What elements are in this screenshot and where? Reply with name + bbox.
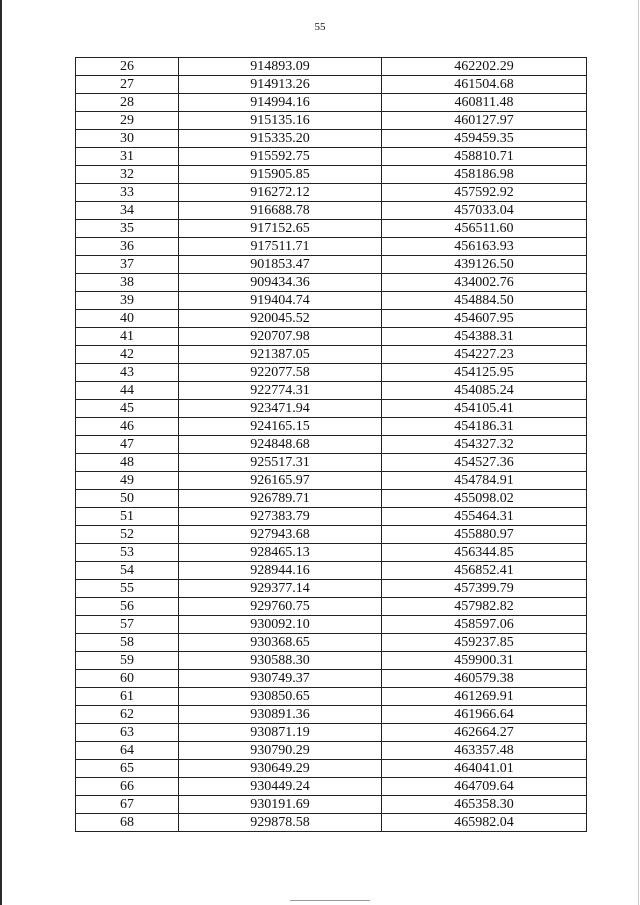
point-number-cell: 26 (76, 58, 179, 76)
x-coordinate-cell: 927943.68 (179, 526, 382, 544)
table-row (76, 616, 587, 634)
table-row (76, 472, 587, 490)
table-row (76, 346, 587, 364)
table-row (76, 364, 587, 382)
point-number-cell: 66 (76, 778, 179, 796)
y-coordinate-cell: 439126.50 (382, 256, 587, 274)
y-coordinate-cell: 456344.85 (382, 544, 587, 562)
table-row (76, 220, 587, 238)
y-coordinate-cell: 459459.35 (382, 130, 587, 148)
table-row (76, 238, 587, 256)
point-number-cell: 33 (76, 184, 179, 202)
x-coordinate-cell: 928944.16 (179, 562, 382, 580)
point-number-cell: 29 (76, 112, 179, 130)
table-row (76, 436, 587, 454)
y-coordinate-cell: 454125.95 (382, 364, 587, 382)
table-row (76, 814, 587, 832)
y-coordinate-cell: 464041.01 (382, 760, 587, 778)
table-row (76, 58, 587, 76)
x-coordinate-cell: 916272.12 (179, 184, 382, 202)
point-number-cell: 31 (76, 148, 179, 166)
x-coordinate-cell: 930368.65 (179, 634, 382, 652)
point-number-cell: 28 (76, 94, 179, 112)
table-row (76, 724, 587, 742)
point-number-cell: 46 (76, 418, 179, 436)
point-number-cell: 51 (76, 508, 179, 526)
x-coordinate-cell: 930092.10 (179, 616, 382, 634)
table-row (76, 400, 587, 418)
x-coordinate-cell: 922774.31 (179, 382, 382, 400)
y-coordinate-cell: 461966.64 (382, 706, 587, 724)
point-number-cell: 59 (76, 652, 179, 670)
y-coordinate-cell: 465982.04 (382, 814, 587, 832)
point-number-cell: 41 (76, 328, 179, 346)
point-number-cell: 57 (76, 616, 179, 634)
table-row (76, 508, 587, 526)
x-coordinate-cell: 926165.97 (179, 472, 382, 490)
point-number-cell: 43 (76, 364, 179, 382)
x-coordinate-cell: 930449.24 (179, 778, 382, 796)
y-coordinate-cell: 456852.41 (382, 562, 587, 580)
x-coordinate-cell: 930850.65 (179, 688, 382, 706)
table-row (76, 526, 587, 544)
x-coordinate-cell: 926789.71 (179, 490, 382, 508)
x-coordinate-cell: 915335.20 (179, 130, 382, 148)
y-coordinate-cell: 459237.85 (382, 634, 587, 652)
table-row (76, 202, 587, 220)
y-coordinate-cell: 458810.71 (382, 148, 587, 166)
x-coordinate-cell: 922077.58 (179, 364, 382, 382)
x-coordinate-cell: 921387.05 (179, 346, 382, 364)
point-number-cell: 47 (76, 436, 179, 454)
table-row (76, 418, 587, 436)
x-coordinate-cell: 909434.36 (179, 274, 382, 292)
point-number-cell: 32 (76, 166, 179, 184)
table-row (76, 670, 587, 688)
coordinates-table-body (76, 58, 587, 832)
x-coordinate-cell: 914994.16 (179, 94, 382, 112)
x-coordinate-cell: 927383.79 (179, 508, 382, 526)
table-row (76, 292, 587, 310)
x-coordinate-cell: 930790.29 (179, 742, 382, 760)
point-number-cell: 30 (76, 130, 179, 148)
y-coordinate-cell: 460811.48 (382, 94, 587, 112)
x-coordinate-cell: 914893.09 (179, 58, 382, 76)
point-number-cell: 37 (76, 256, 179, 274)
table-row (76, 184, 587, 202)
table-row (76, 490, 587, 508)
page-number: 55 (314, 21, 326, 33)
point-number-cell: 38 (76, 274, 179, 292)
y-coordinate-cell: 458597.06 (382, 616, 587, 634)
y-coordinate-cell: 458186.98 (382, 166, 587, 184)
x-coordinate-cell: 915592.75 (179, 148, 382, 166)
y-coordinate-cell: 454784.91 (382, 472, 587, 490)
x-coordinate-cell: 924848.68 (179, 436, 382, 454)
x-coordinate-cell: 929377.14 (179, 580, 382, 598)
y-coordinate-cell: 463357.48 (382, 742, 587, 760)
table-row (76, 166, 587, 184)
point-number-cell: 27 (76, 76, 179, 94)
x-coordinate-cell: 930891.36 (179, 706, 382, 724)
x-coordinate-cell: 919404.74 (179, 292, 382, 310)
x-coordinate-cell: 929878.58 (179, 814, 382, 832)
table-row (76, 598, 587, 616)
y-coordinate-cell: 454105.41 (382, 400, 587, 418)
point-number-cell: 64 (76, 742, 179, 760)
point-number-cell: 54 (76, 562, 179, 580)
x-coordinate-cell: 930871.19 (179, 724, 382, 742)
point-number-cell: 40 (76, 310, 179, 328)
scan-mark (290, 900, 370, 901)
table-row (76, 796, 587, 814)
y-coordinate-cell: 454388.31 (382, 328, 587, 346)
point-number-cell: 39 (76, 292, 179, 310)
point-number-cell: 61 (76, 688, 179, 706)
x-coordinate-cell: 901853.47 (179, 256, 382, 274)
x-coordinate-cell: 915905.85 (179, 166, 382, 184)
table-row (76, 148, 587, 166)
x-coordinate-cell: 920707.98 (179, 328, 382, 346)
table-row (76, 256, 587, 274)
x-coordinate-cell: 914913.26 (179, 76, 382, 94)
x-coordinate-cell: 930588.30 (179, 652, 382, 670)
table-row (76, 760, 587, 778)
y-coordinate-cell: 460127.97 (382, 112, 587, 130)
table-row (76, 778, 587, 796)
point-number-cell: 35 (76, 220, 179, 238)
x-coordinate-cell: 929760.75 (179, 598, 382, 616)
y-coordinate-cell: 461504.68 (382, 76, 587, 94)
table-row (76, 112, 587, 130)
y-coordinate-cell: 456163.93 (382, 238, 587, 256)
y-coordinate-cell: 455880.97 (382, 526, 587, 544)
table-row (76, 454, 587, 472)
point-number-cell: 48 (76, 454, 179, 472)
y-coordinate-cell: 461269.91 (382, 688, 587, 706)
x-coordinate-cell: 917152.65 (179, 220, 382, 238)
table-row (76, 130, 587, 148)
x-coordinate-cell: 916688.78 (179, 202, 382, 220)
y-coordinate-cell: 454607.95 (382, 310, 587, 328)
table-row (76, 274, 587, 292)
y-coordinate-cell: 454884.50 (382, 292, 587, 310)
table-row (76, 742, 587, 760)
y-coordinate-cell: 462664.27 (382, 724, 587, 742)
table-row (76, 94, 587, 112)
x-coordinate-cell: 930749.37 (179, 670, 382, 688)
coordinates-table (75, 57, 587, 832)
x-coordinate-cell: 930649.29 (179, 760, 382, 778)
table-row (76, 310, 587, 328)
table-row (76, 688, 587, 706)
y-coordinate-cell: 454327.32 (382, 436, 587, 454)
x-coordinate-cell: 917511.71 (179, 238, 382, 256)
x-coordinate-cell: 924165.15 (179, 418, 382, 436)
page-edge-right (638, 0, 639, 905)
y-coordinate-cell: 454527.36 (382, 454, 587, 472)
point-number-cell: 52 (76, 526, 179, 544)
table-row (76, 76, 587, 94)
point-number-cell: 56 (76, 598, 179, 616)
x-coordinate-cell: 928465.13 (179, 544, 382, 562)
table-row (76, 634, 587, 652)
point-number-cell: 34 (76, 202, 179, 220)
y-coordinate-cell: 457399.79 (382, 580, 587, 598)
y-coordinate-cell: 455098.02 (382, 490, 587, 508)
point-number-cell: 65 (76, 760, 179, 778)
table-row (76, 706, 587, 724)
table-row (76, 382, 587, 400)
x-coordinate-cell: 920045.52 (179, 310, 382, 328)
table-row (76, 652, 587, 670)
point-number-cell: 60 (76, 670, 179, 688)
y-coordinate-cell: 462202.29 (382, 58, 587, 76)
y-coordinate-cell: 465358.30 (382, 796, 587, 814)
point-number-cell: 53 (76, 544, 179, 562)
point-number-cell: 50 (76, 490, 179, 508)
y-coordinate-cell: 456511.60 (382, 220, 587, 238)
y-coordinate-cell: 464709.64 (382, 778, 587, 796)
point-number-cell: 67 (76, 796, 179, 814)
table-row (76, 562, 587, 580)
y-coordinate-cell: 457592.92 (382, 184, 587, 202)
page-edge-left (0, 0, 2, 905)
table-row (76, 328, 587, 346)
point-number-cell: 63 (76, 724, 179, 742)
point-number-cell: 55 (76, 580, 179, 598)
y-coordinate-cell: 455464.31 (382, 508, 587, 526)
point-number-cell: 36 (76, 238, 179, 256)
point-number-cell: 62 (76, 706, 179, 724)
point-number-cell: 58 (76, 634, 179, 652)
y-coordinate-cell: 434002.76 (382, 274, 587, 292)
y-coordinate-cell: 454227.23 (382, 346, 587, 364)
x-coordinate-cell: 925517.31 (179, 454, 382, 472)
x-coordinate-cell: 923471.94 (179, 400, 382, 418)
table-row (76, 544, 587, 562)
x-coordinate-cell: 915135.16 (179, 112, 382, 130)
y-coordinate-cell: 454085.24 (382, 382, 587, 400)
y-coordinate-cell: 457982.82 (382, 598, 587, 616)
table-row (76, 580, 587, 598)
x-coordinate-cell: 930191.69 (179, 796, 382, 814)
point-number-cell: 42 (76, 346, 179, 364)
point-number-cell: 45 (76, 400, 179, 418)
y-coordinate-cell: 459900.31 (382, 652, 587, 670)
y-coordinate-cell: 460579.38 (382, 670, 587, 688)
point-number-cell: 44 (76, 382, 179, 400)
y-coordinate-cell: 454186.31 (382, 418, 587, 436)
y-coordinate-cell: 457033.04 (382, 202, 587, 220)
point-number-cell: 68 (76, 814, 179, 832)
point-number-cell: 49 (76, 472, 179, 490)
